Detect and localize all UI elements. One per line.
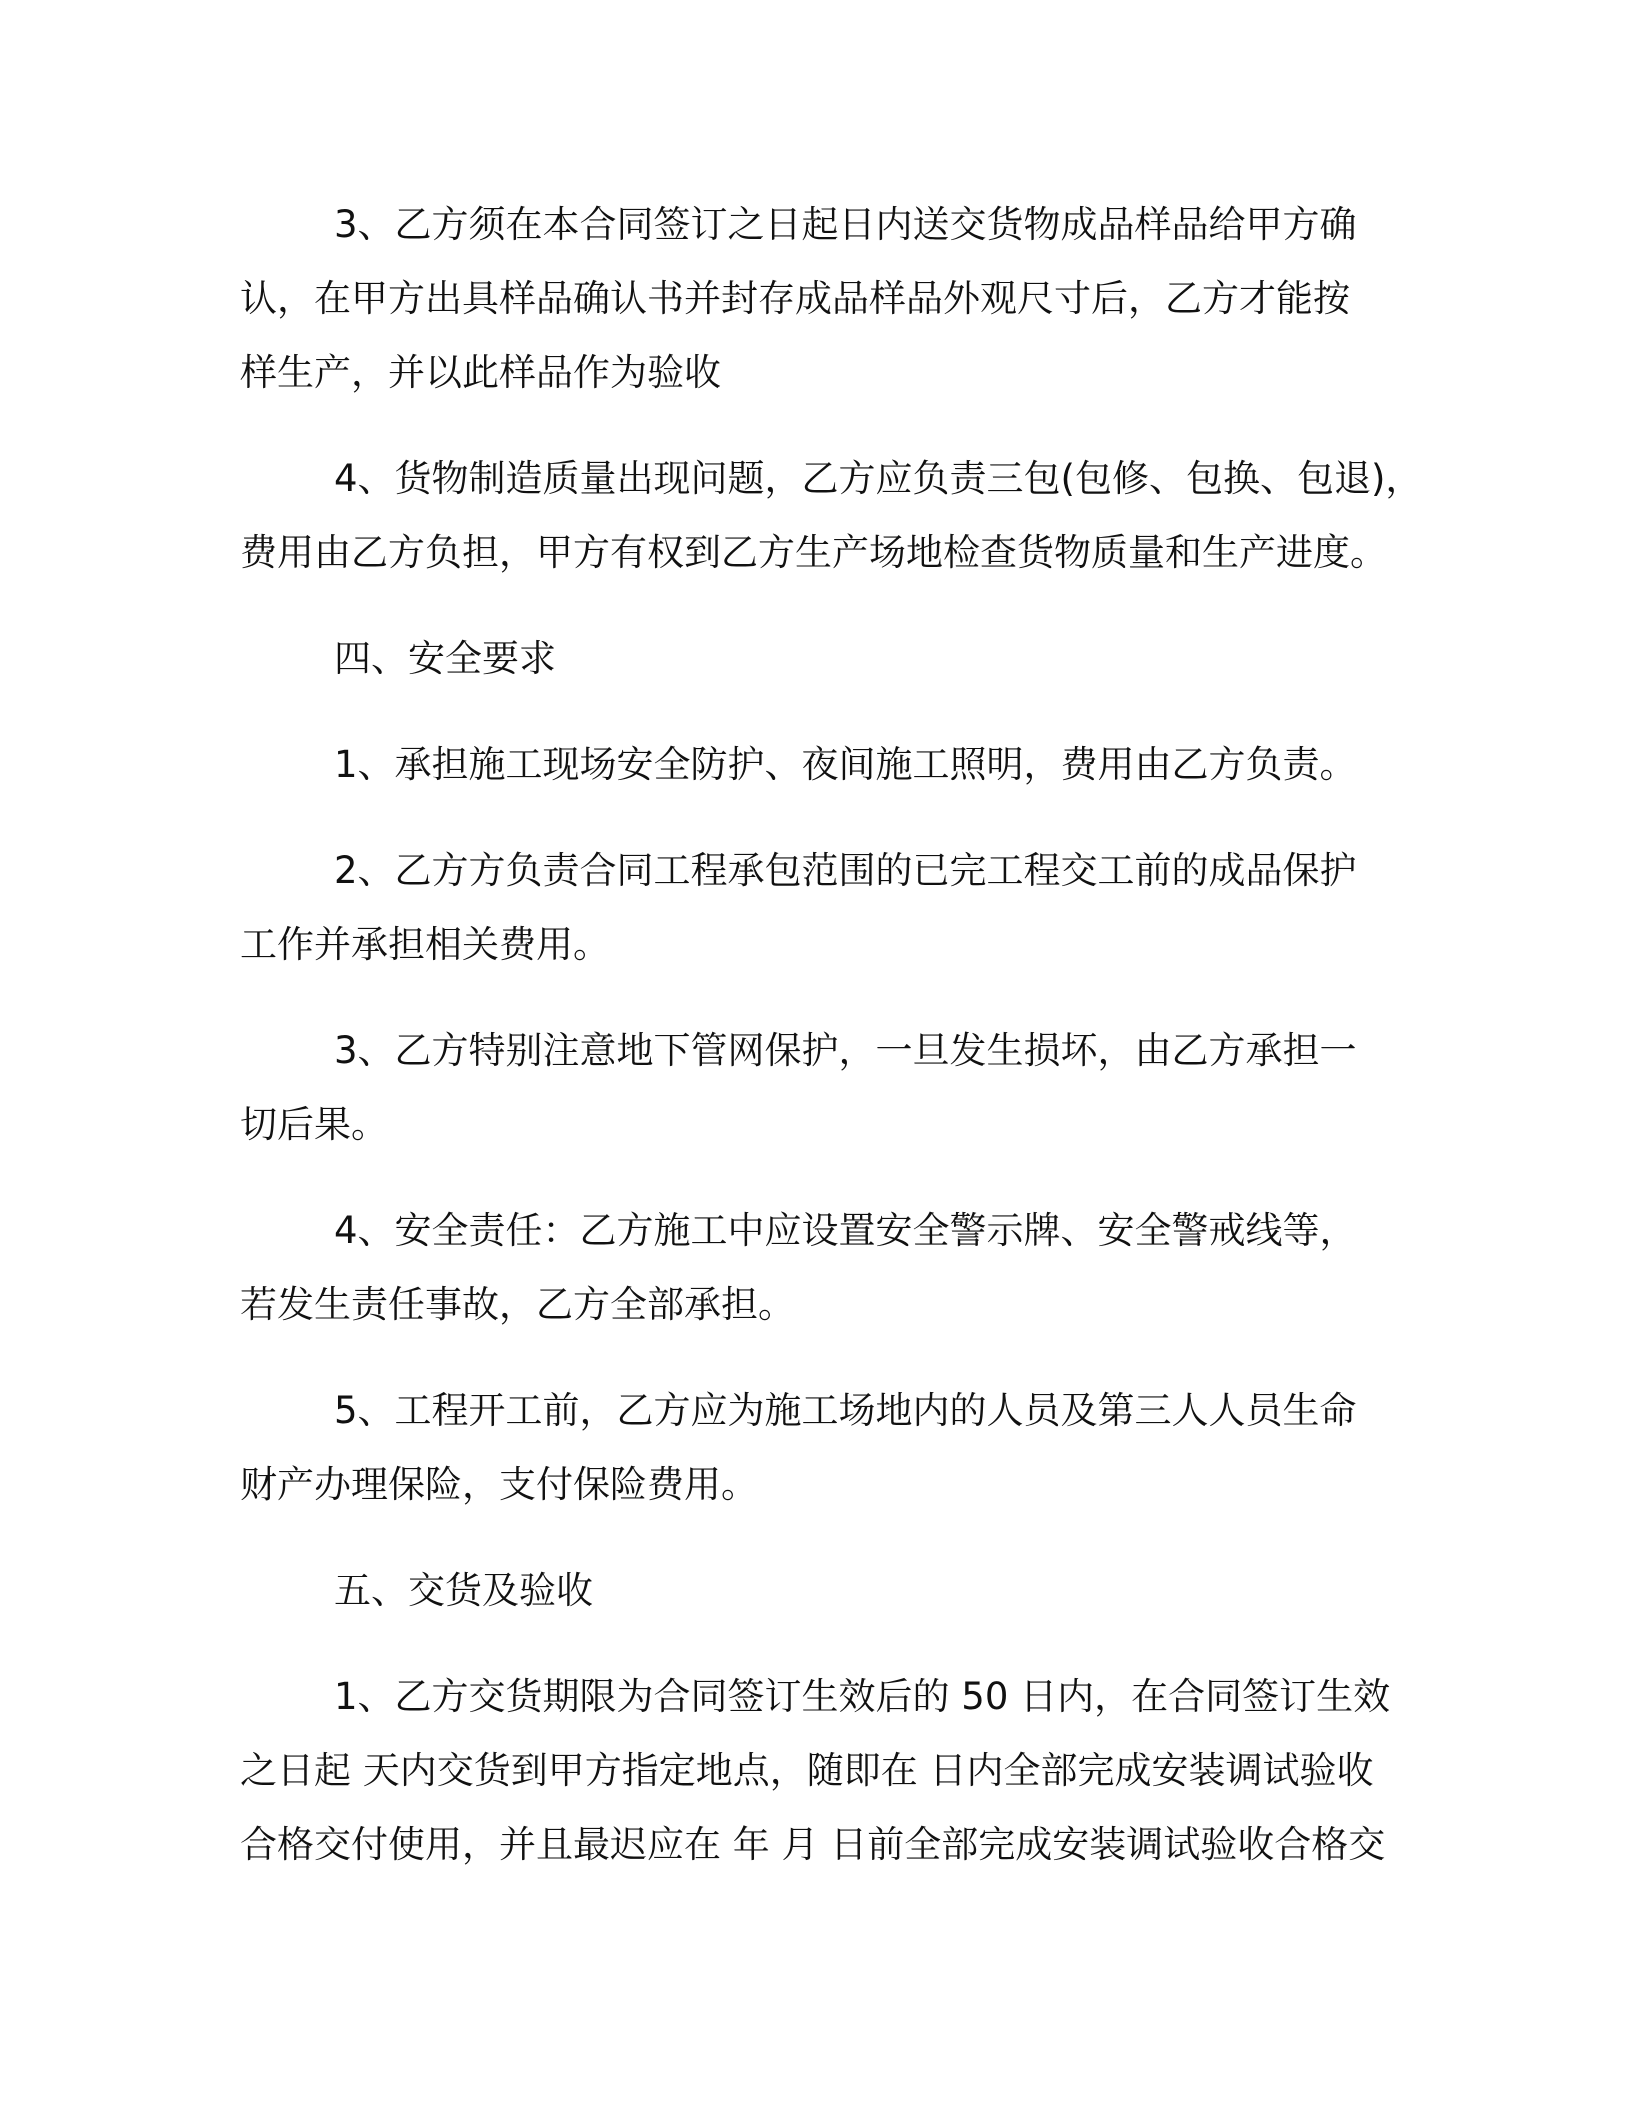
delivery-clause-1	[240, 1660, 1420, 1882]
text-line: 3、乙方特别注意地下管网保护，一旦发生损坏，由乙方承担一	[334, 1029, 1357, 1072]
safety-clause-4	[240, 1194, 1420, 1342]
safety-clause-3	[240, 1014, 1420, 1162]
text-line: 4、安全责任：乙方施工中应设置安全警示牌、安全警戒线等，	[334, 1209, 1357, 1252]
text-line: 1、承担施工现场安全防护、夜间施工照明，费用由乙方负责。	[334, 743, 1357, 786]
section-heading-delivery	[240, 1554, 1420, 1628]
section-heading: 五、交货及验收	[334, 1569, 593, 1612]
text-line: 若发生责任事故，乙方全部承担。	[240, 1283, 795, 1326]
safety-clause-1	[240, 728, 1420, 802]
text-line: 2、乙方方负责合同工程承包范围的已完工程交工前的成品保护	[334, 849, 1357, 892]
text-line: 财产办理保险，支付保险费用。	[240, 1463, 758, 1506]
text-line: 1、乙方交货期限为合同签订生效后的 50 日内，在合同签订生效	[334, 1675, 1391, 1718]
clause-3-sample-confirmation	[240, 188, 1420, 410]
text-line: 费用由乙方负担，甲方有权到乙方生产场地检查货物质量和生产进度。	[240, 531, 1387, 574]
text-line: 3、乙方须在本合同签订之日起日内送交货物成品样品给甲方确	[334, 203, 1357, 246]
text-line: 样生产，并以此样品作为验收	[240, 351, 721, 394]
safety-clause-5	[240, 1374, 1420, 1522]
text-line: 工作并承担相关费用。	[240, 923, 610, 966]
text-line: 4、货物制造质量出现问题，乙方应负责三包(包修、包换、包退)，	[334, 457, 1423, 500]
safety-clause-2	[240, 834, 1420, 982]
text-line: 合格交付使用，并且最迟应在 年 月 日前全部完成安装调试验收合格交	[240, 1823, 1386, 1866]
section-heading: 四、安全要求	[334, 637, 556, 680]
document-body	[240, 188, 1423, 1914]
text-line: 之日起 天内交货到甲方指定地点，随即在 日内全部完成安装调试验收	[240, 1749, 1374, 1792]
text-line: 认，在甲方出具样品确认书并封存成品样品外观尺寸后，乙方才能按	[240, 277, 1350, 320]
text-line: 切后果。	[240, 1103, 388, 1146]
clause-4-quality-warranty	[240, 442, 1423, 590]
text-line: 5、工程开工前，乙方应为施工场地内的人员及第三人人员生命	[334, 1389, 1357, 1432]
section-heading-safety	[240, 622, 1420, 696]
